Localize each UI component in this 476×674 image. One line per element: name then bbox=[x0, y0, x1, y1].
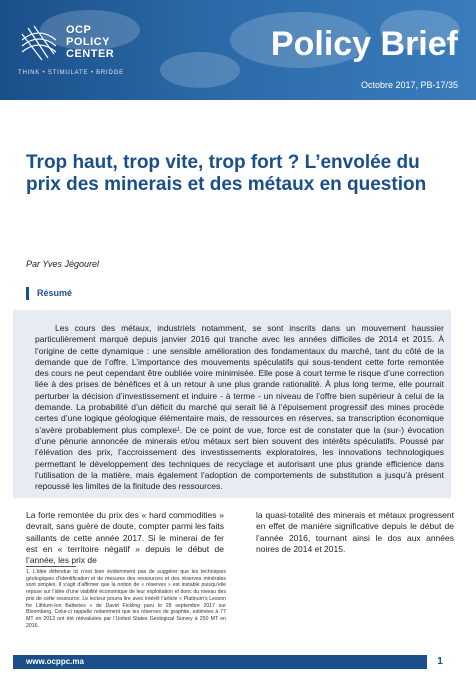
article-author: Par Yves Jégourel bbox=[26, 259, 100, 269]
summary-box bbox=[13, 310, 451, 498]
footer-bar bbox=[13, 655, 453, 669]
footnote bbox=[26, 569, 226, 629]
summary-heading bbox=[26, 286, 72, 300]
publication-reference: Octobre 2017, PB-17/35 bbox=[360, 80, 458, 90]
body-column-right bbox=[256, 510, 454, 555]
globe-grid-icon bbox=[18, 20, 60, 62]
summary-label: Résumé bbox=[37, 288, 73, 298]
ocp-logo bbox=[18, 20, 128, 85]
logo-name: OCP POLICY CENTER bbox=[66, 24, 115, 60]
footnote-divider bbox=[26, 566, 76, 567]
publication-title: Policy Brief bbox=[270, 25, 458, 63]
body-paragraph-left: La forte remontée du prix des « hard commodities » devrait, sans guère de doute, compter parmi les faits saillants de cette année 2017. Si le minerai de fer est en « territoire négatif » depuis le début de l’année, les prix de bbox=[26, 510, 224, 566]
article-headline: Trop haut, trop vite, trop fort ? L’envolée du prix des minerais et des métaux en question bbox=[26, 152, 427, 195]
logo-tagline: THINK • STIMULATE • BRIDGE bbox=[18, 70, 124, 76]
heading-accent-bar bbox=[26, 287, 29, 300]
body-column-left bbox=[26, 510, 224, 566]
body-paragraph-right: la quasi-totalité des minerais et métaux progressent en effet de manière significative depuis le début de l’année 2016, tournant ainsi le dos aux années noires de 2014 et 2015. bbox=[256, 510, 454, 554]
header-banner bbox=[0, 0, 476, 100]
website-link[interactable]: www.ocppc.ma bbox=[26, 657, 84, 666]
summary-text: Les cours des métaux, industriels notamment, se sont inscrits dans un mouvement haussier particulièrement marqué depuis janvier 2016 qui tranche avec les années difficiles de 2014 et 2015. À l’origine de cette dynamique : une sensible amélioration des fondamentaux du marché, tant du côté de la demande que de l’offre. L’importance des mouvements spéculatifs qui sous-tendent cette forte remontée des cours ne peut cependant être oubliée voire minimisée. Elle pose à court terme le risque d’une correction liée à des prises de bénéfices et à un retour à une plus grande rationalité. À plus long terme, elle pourrait perturber la décision d’investissement et induire - à terme - un niveau de l’offre bien supérieur à celui de la demande. La probabilité d’un déficit du marché qui serait lié à l’épuisement progressif des mines procède certes d’une logique géologique élémentaire mais, de ressources en réserves, sa transcription économique s’avère probablement plus complexe¹. De ce point de vue, force est de constater que la (sur-) évocation d’une pénurie annoncée de minerais et/ou métaux sert bien souvent des intérêts spéculatifs. Poussé par l’élévation des prix, l’accroissement des investissements exploratoires, les innovations technologiques permettant le développement des techniques de recyclage et autorisant une plus grande efficience dans l’utilisation de la matière, mais également l’adoption de comportements de substitution a jusqu’à présent repoussé les limites de la finitude des ressources. bbox=[35, 323, 444, 492]
footnote-text: 1. L’idée défendue ici n’est bien évidemment pas de suggérer que les techniques géologiques d’identification et de mesures des ressources et des réserves minérales sont simples. Il s’agit d’affirmer que la notion de « réserves » est instable puisqu’elle repose sur l’idée d’une viabilité économique de leur exploitation et donc du niveau des prix de cette ressource. Le lecteur pourra lire avec intérêt l’article « Platinum’s Lesson for Lithium-Ion Batteries » de David Fickling paru le 28 septembre 2017 sur Bloomberg. Celui-ci rappelle notamment que les réserves de graphite, estimées à 77 MT en 2012 ont été réévaluées par l’United States Geological Survey à 250 MT en 2016. bbox=[26, 569, 226, 629]
page-number: 1 bbox=[425, 655, 453, 669]
